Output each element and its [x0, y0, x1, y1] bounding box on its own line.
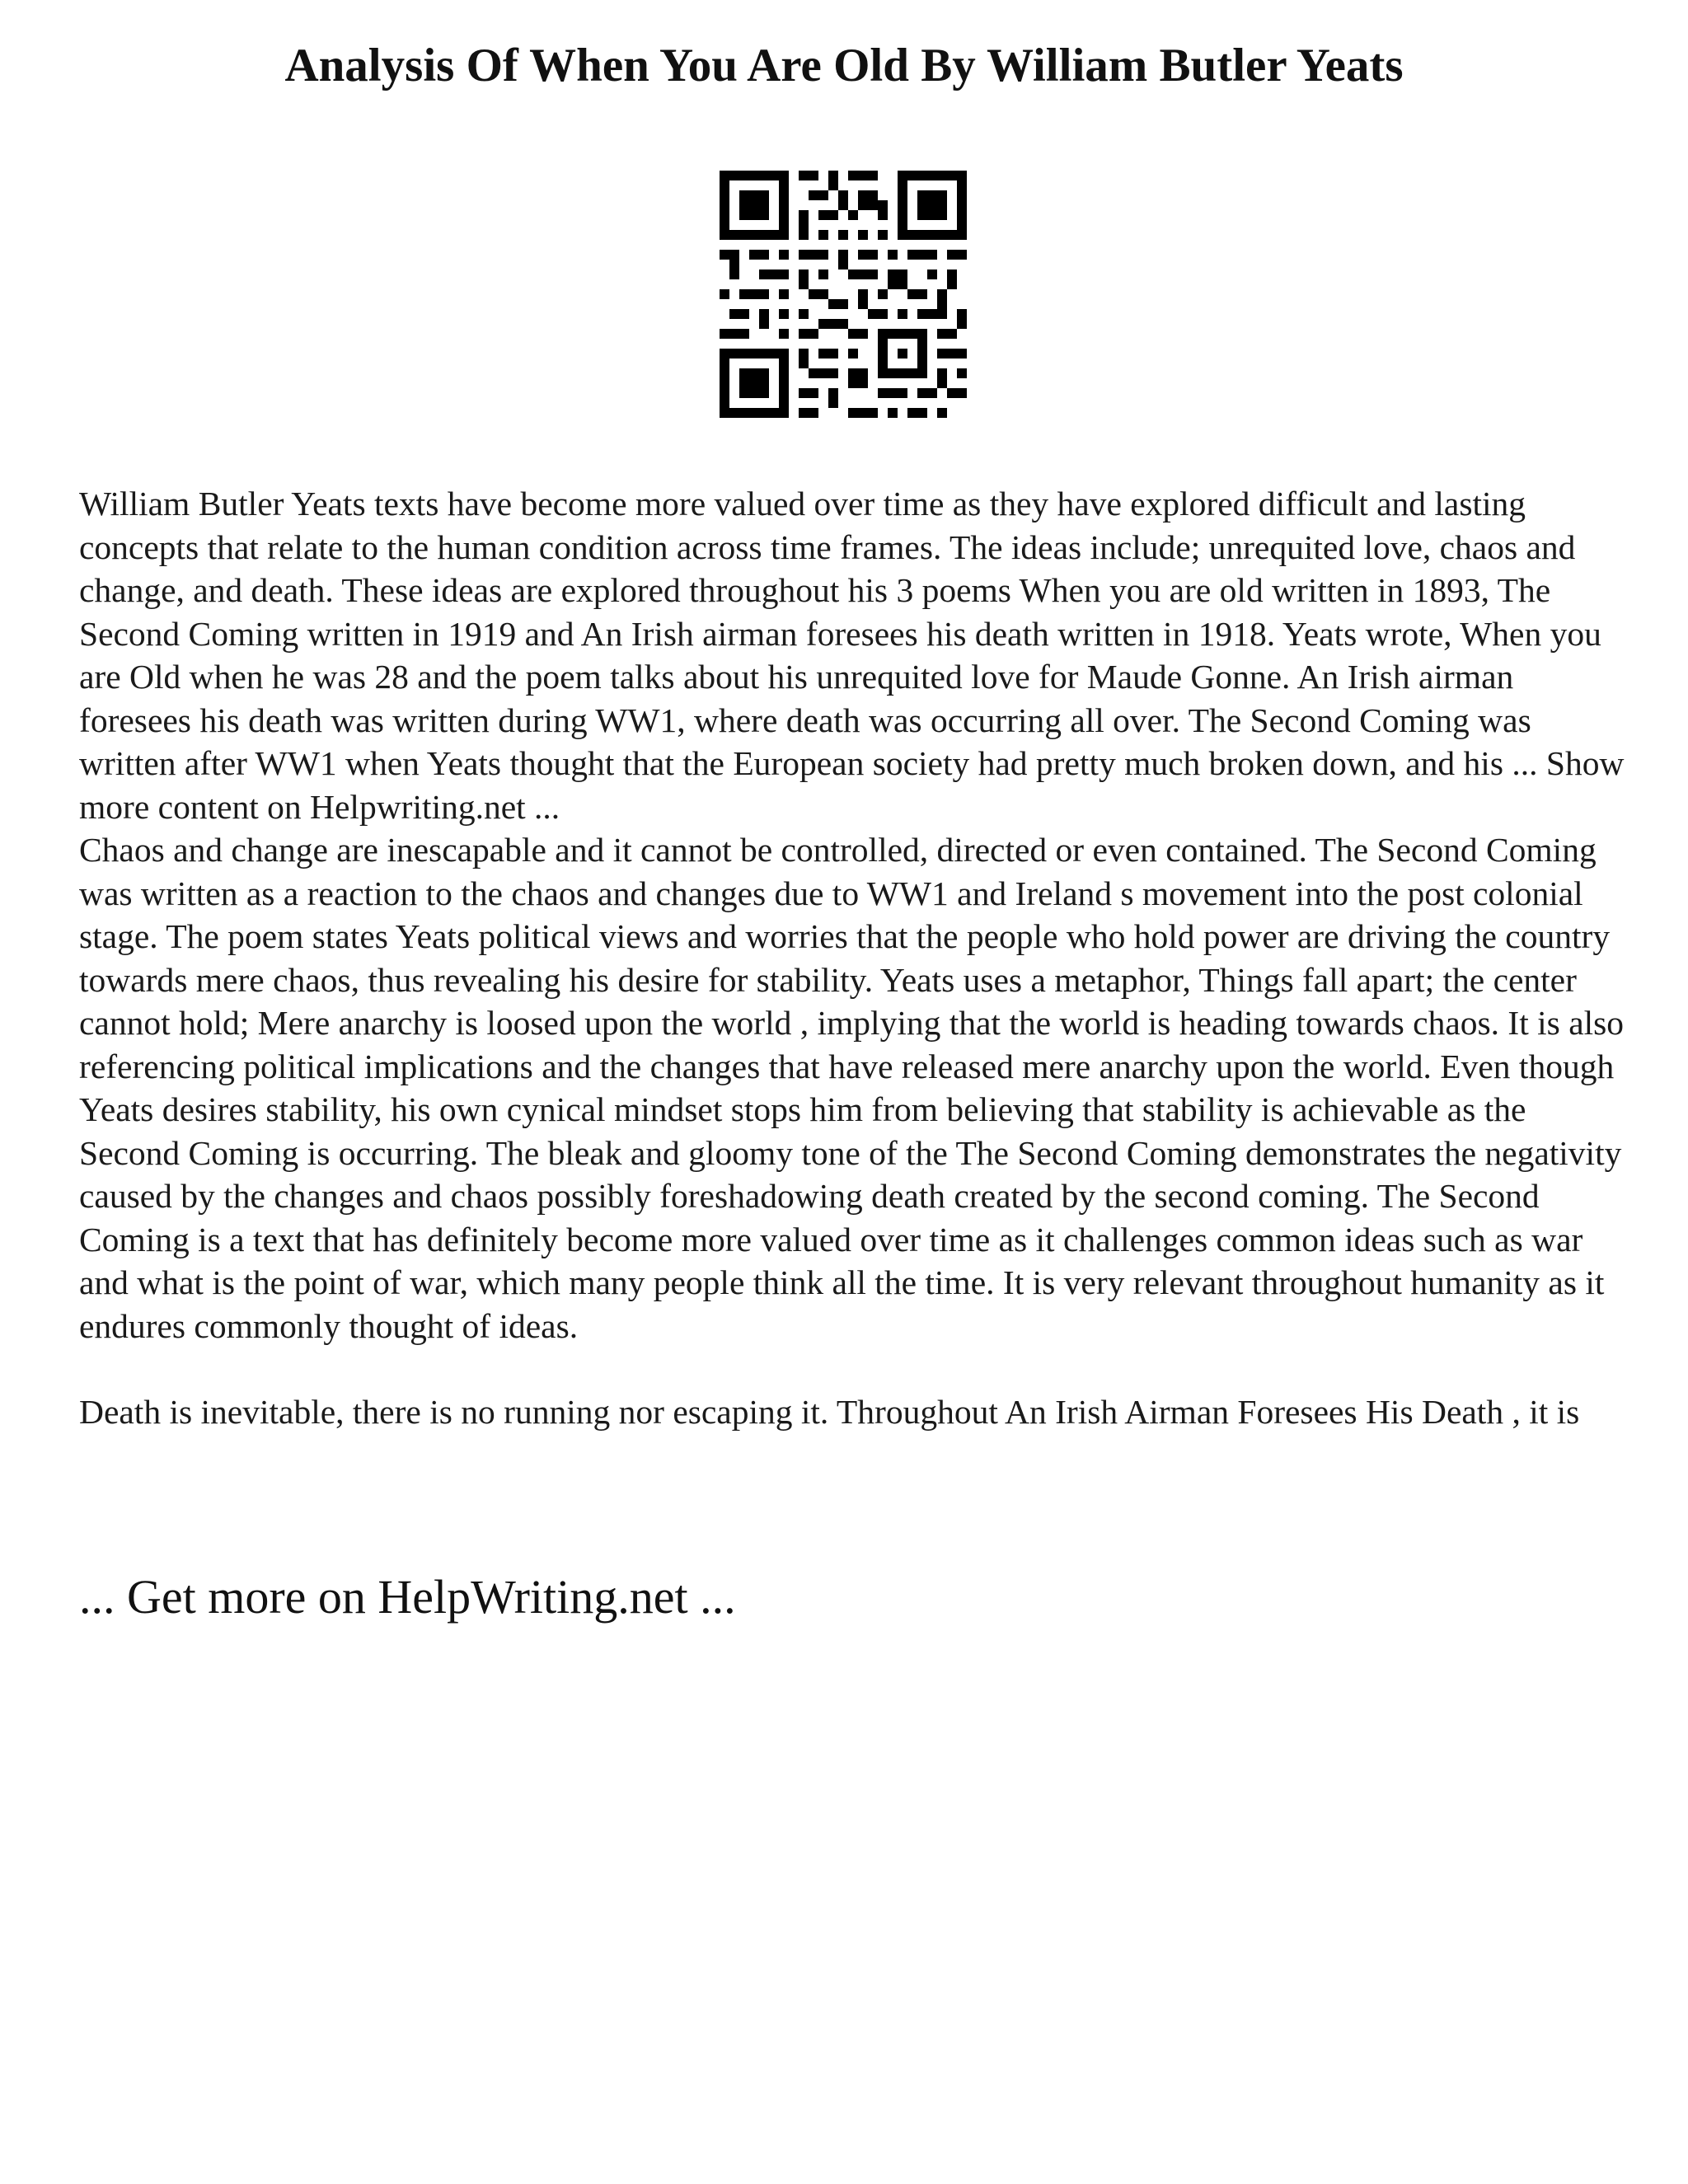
get-more-link[interactable]: ... Get more on HelpWriting.net ...: [79, 1570, 736, 1624]
paragraph: Death is inevitable, there is no running nor escaping it. Throughout An Irish Airman Foresees His Death , it is: [79, 1393, 1580, 1431]
page-title: Analysis Of When You Are Old By William Butler Yeats: [284, 40, 1404, 91]
qr-code-icon: [720, 171, 967, 418]
paragraph: Chaos and change are inescapable and it cannot be controlled, directed or even contained. The Second Coming was written as a reaction to the chaos and changes due to WW1 and Ireland s movement into the post colonial stage. The poem states Yeats political views and worries that the people who hold power are driving the country towards mere chaos, thus revealing his desire for stability. Yeats uses a metaphor, Things fall apart; the center cannot hold; Mere anarchy is loosed upon the world , implying that the world is heading towards chaos. It is also referencing political implications and the changes that have released mere anarchy upon the world. Even though Yeats desires stability, his own cynical mindset stops him from believing that stability is achievable as the Second Coming is occurring. The bleak and gloomy tone of the The Second Coming demonstrates the negativity caused by the changes and chaos possibly foreshadowing death created by the second coming. The Second Coming is a text that has definitely become more valued over time as it challenges common ideas such as war and what is the point of war, which many people think all the time. It is very relevant throughout humanity as it endures commonly thought of ideas.: [79, 831, 1625, 1345]
article-body: [79, 482, 1629, 1434]
paragraph: William Butler Yeats texts have become more valued over time as they have explored difficult and lasting concepts that relate to the human condition across time frames. The ideas include; unrequited love, chaos and change, and death. These ideas are explored throughout his 3 poems When you are old written in 1893, The Second Coming written in 1919 and An Irish airman foresees his death written in 1918. Yeats wrote, When you are Old when he was 28 and the poem talks about his unrequited love for Maude Gonne. An Irish airman foresees his death was written during WW1, where death was occurring all over. The Second Coming was written after WW1 when Yeats thought that the European society had pretty much broken down, and his ... Show more content on Helpwriting.net ...: [79, 485, 1625, 826]
